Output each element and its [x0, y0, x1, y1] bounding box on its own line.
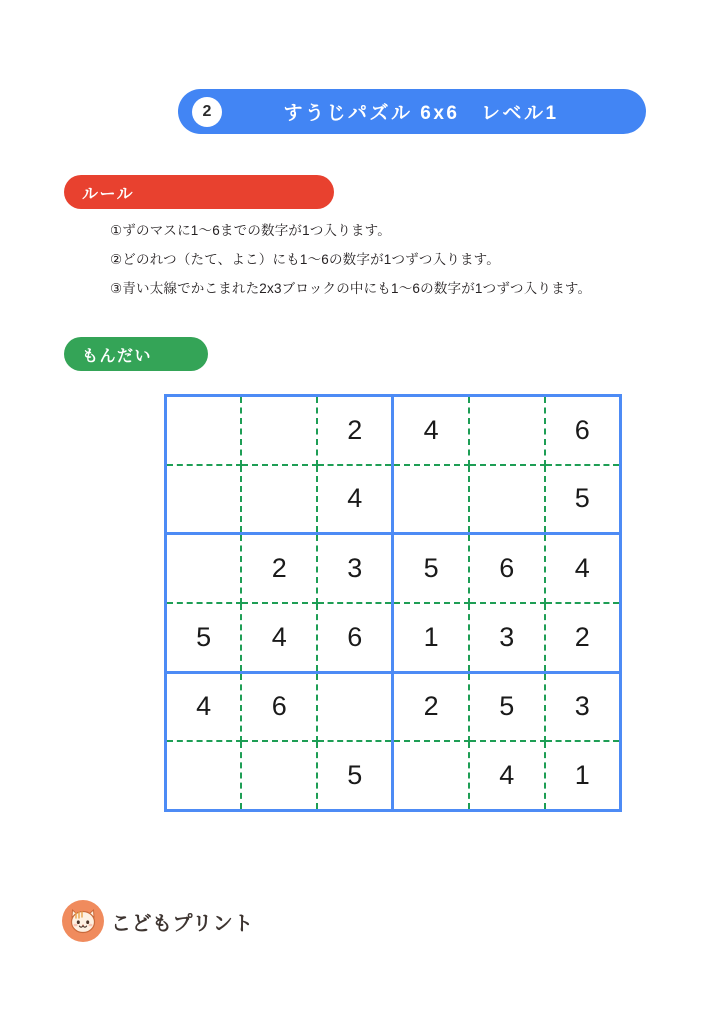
sudoku-cell[interactable]: 4: [545, 534, 621, 603]
sudoku-cell[interactable]: [317, 672, 393, 741]
problem-section-label: もんだい: [64, 337, 208, 371]
sudoku-cell[interactable]: [469, 396, 545, 465]
sudoku-cell[interactable]: 5: [469, 672, 545, 741]
page-number-badge: 2: [192, 97, 222, 127]
rule-item: ③青い太線でかこまれた2x3ブロックの中にも1〜6の数字が1つずつ入ります。: [110, 281, 592, 296]
sudoku-cell[interactable]: 6: [317, 603, 393, 672]
sudoku-cell[interactable]: [166, 741, 242, 810]
sudoku-cell[interactable]: [166, 396, 242, 465]
sudoku-cell[interactable]: 6: [545, 396, 621, 465]
rules-list: [110, 216, 670, 303]
header-banner: [178, 89, 646, 134]
sudoku-cell[interactable]: 5: [317, 741, 393, 810]
sudoku-cell[interactable]: [166, 534, 242, 603]
sudoku-cell[interactable]: 4: [393, 396, 469, 465]
sudoku-cell[interactable]: 3: [317, 534, 393, 603]
sudoku-cell[interactable]: 6: [469, 534, 545, 603]
rule-item: ②どのれつ（たて、よこ）にも1〜6の数字が1つずつ入ります。: [110, 252, 501, 267]
rules-section-label: ルール: [64, 175, 334, 209]
rule-item: ①ずのマスに1〜6までの数字が1つ入ります。: [110, 223, 391, 238]
page-title: すうじパズル 6x6 レベル1: [283, 103, 559, 124]
sudoku-row: [166, 603, 621, 672]
sudoku-cell[interactable]: [166, 465, 242, 534]
sudoku-cell[interactable]: 4: [469, 741, 545, 810]
sudoku-cell[interactable]: 1: [393, 603, 469, 672]
sudoku-row: [166, 741, 621, 810]
sudoku-cell[interactable]: 1: [574, 760, 590, 791]
brand-name: こどもプリント: [111, 912, 254, 935]
sudoku-cell[interactable]: [241, 396, 317, 465]
sudoku-cell[interactable]: 2: [393, 672, 469, 741]
sudoku-row: [166, 465, 621, 534]
sudoku-cell[interactable]: [393, 465, 469, 534]
sudoku-cell[interactable]: 4: [317, 465, 393, 534]
sudoku-grid: [164, 394, 622, 812]
sudoku-cell[interactable]: 2: [241, 534, 317, 603]
sudoku-cell[interactable]: 6: [241, 672, 317, 741]
sudoku-cell[interactable]: [241, 741, 317, 810]
sudoku-cell[interactable]: 4: [166, 672, 242, 741]
cat-face-icon: [62, 900, 104, 942]
sudoku-cell[interactable]: 3: [545, 672, 621, 741]
sudoku-cell[interactable]: [469, 465, 545, 534]
sudoku-row: [166, 534, 621, 603]
sudoku-row: [166, 396, 621, 465]
sudoku-cell[interactable]: 2: [545, 603, 621, 672]
sudoku-cell[interactable]: 5: [393, 534, 469, 603]
sudoku-cell[interactable]: 2: [317, 396, 393, 465]
sudoku-cell[interactable]: 5: [166, 603, 242, 672]
footer-logo: [62, 900, 254, 942]
sudoku-cell[interactable]: 5: [545, 465, 621, 534]
sudoku-grid-container: [164, 394, 622, 812]
sudoku-cell[interactable]: [393, 741, 469, 810]
sudoku-cell[interactable]: [241, 465, 317, 534]
sudoku-cell[interactable]: 3: [469, 603, 545, 672]
sudoku-row: [166, 672, 621, 741]
sudoku-cell[interactable]: 4: [241, 603, 317, 672]
